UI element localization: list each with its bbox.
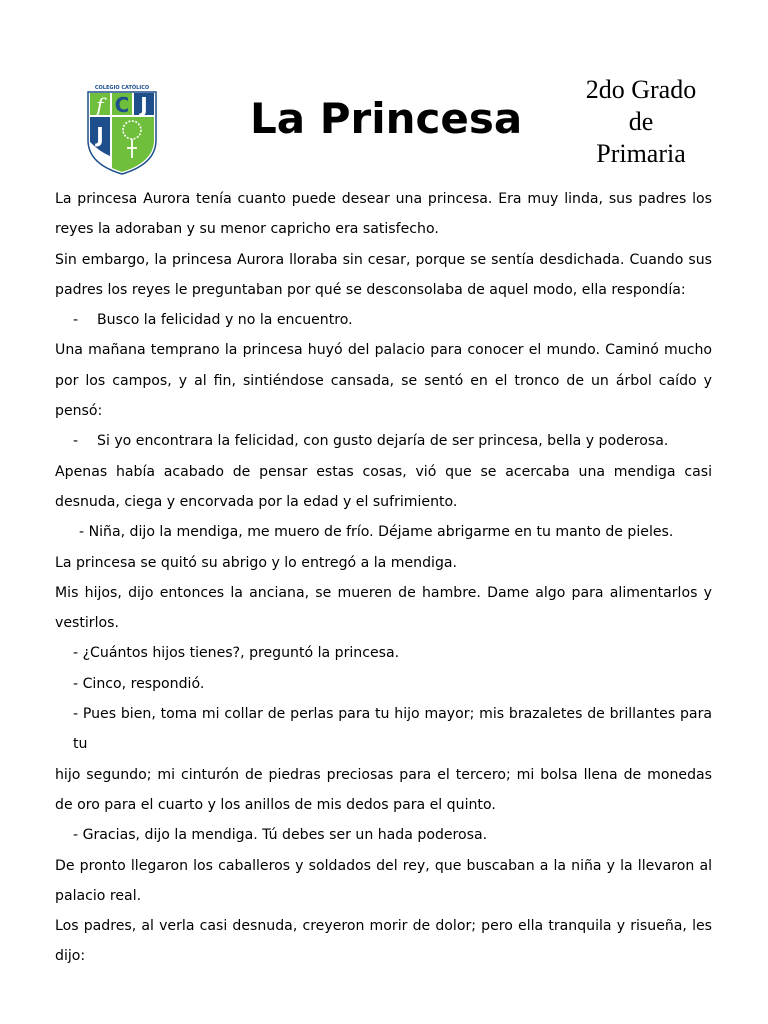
paragraph: Los padres, al verla casi desnuda, creyeron morir de dolor; pero ella tranquila y risueña, les dijo: [55, 918, 712, 965]
svg-text:J: J [96, 123, 104, 147]
paragraph: Sin embargo, la princesa Aurora lloraba sin cesar, porque se sentía desdichada. Cuando sus padres los reyes le preguntaban por qué se desconsolaba de aquel modo, ella respondía: [55, 251, 712, 298]
dialogue-line: - Gracias, dijo la mendiga. Tú debes ser un hada poderosa. [73, 827, 488, 844]
list-item-text: Busco la felicidad y no la encuentro. [97, 312, 353, 329]
school-logo [84, 84, 160, 176]
paragraph: Una mañana temprano la princesa huyó del palacio para conocer el mundo. Caminó mucho por los campos, y al fin, sintiéndose cansada, se sentó en el tronco de un árbol caído y pensó: [55, 342, 712, 420]
list-marker: - [73, 312, 79, 329]
paragraph: De pronto llegaron los caballeros y soldados del rey, que buscaban a la niña y la llevaron al palacio real. [55, 857, 712, 904]
grade-line-2: de [628, 107, 654, 136]
story-body [55, 184, 712, 972]
list-marker: - [73, 433, 79, 450]
grade-label [566, 74, 716, 170]
page-title: La Princesa [250, 94, 523, 143]
svg-text:J: J [140, 93, 148, 117]
list-item-text: Si yo encontrara la felicidad, con gusto dejaría de ser princesa, bella y poderosa. [97, 433, 669, 450]
paragraph: La princesa Aurora tenía cuanto puede desear una princesa. Era muy linda, sus padres los reyes la adoraban y su menor capricho era satisfecho. [55, 191, 712, 238]
paragraph: Apenas había acabado de pensar estas cosas, vió que se acercaba una mendiga casi desnuda, ciega y encorvada por la edad y el sufrimiento. [55, 463, 712, 510]
paragraph: La princesa se quitó su abrigo y lo entregó a la mendiga. [55, 554, 458, 571]
paragraph: Mis hijos, dijo entonces la anciana, se mueren de hambre. Dame algo para alimentarlos y vestirlos. [55, 584, 712, 632]
dialogue-line: - ¿Cuántos hijos tienes?, preguntó la princesa. [73, 645, 400, 662]
dialogue-line: - Pues bien, toma mi collar de perlas para tu hijo mayor; mis brazaletes de brillantes para tu [73, 706, 712, 753]
grade-line-3: Primaria [596, 139, 686, 168]
svg-text:f: f [96, 93, 104, 117]
paragraph: hijo segundo; mi cinturón de piedras preciosas para el tercero; mi bolsa llena de monedas de oro para el cuarto y los anillos de mis dedos para el quinto. [55, 766, 712, 813]
grade-line-1: 2do Grado [585, 75, 697, 104]
dialogue-line: - Cinco, respondió. [73, 675, 205, 692]
svg-text:C: C [114, 93, 130, 117]
logo-caption: COLEGIO CATÓLICO [94, 85, 150, 91]
dialogue-line: - Niña, dijo la mendiga, me muero de frío. Déjame abrigarme en tu manto de pieles. [79, 524, 674, 541]
list-item [55, 426, 712, 456]
list-item [55, 305, 712, 335]
